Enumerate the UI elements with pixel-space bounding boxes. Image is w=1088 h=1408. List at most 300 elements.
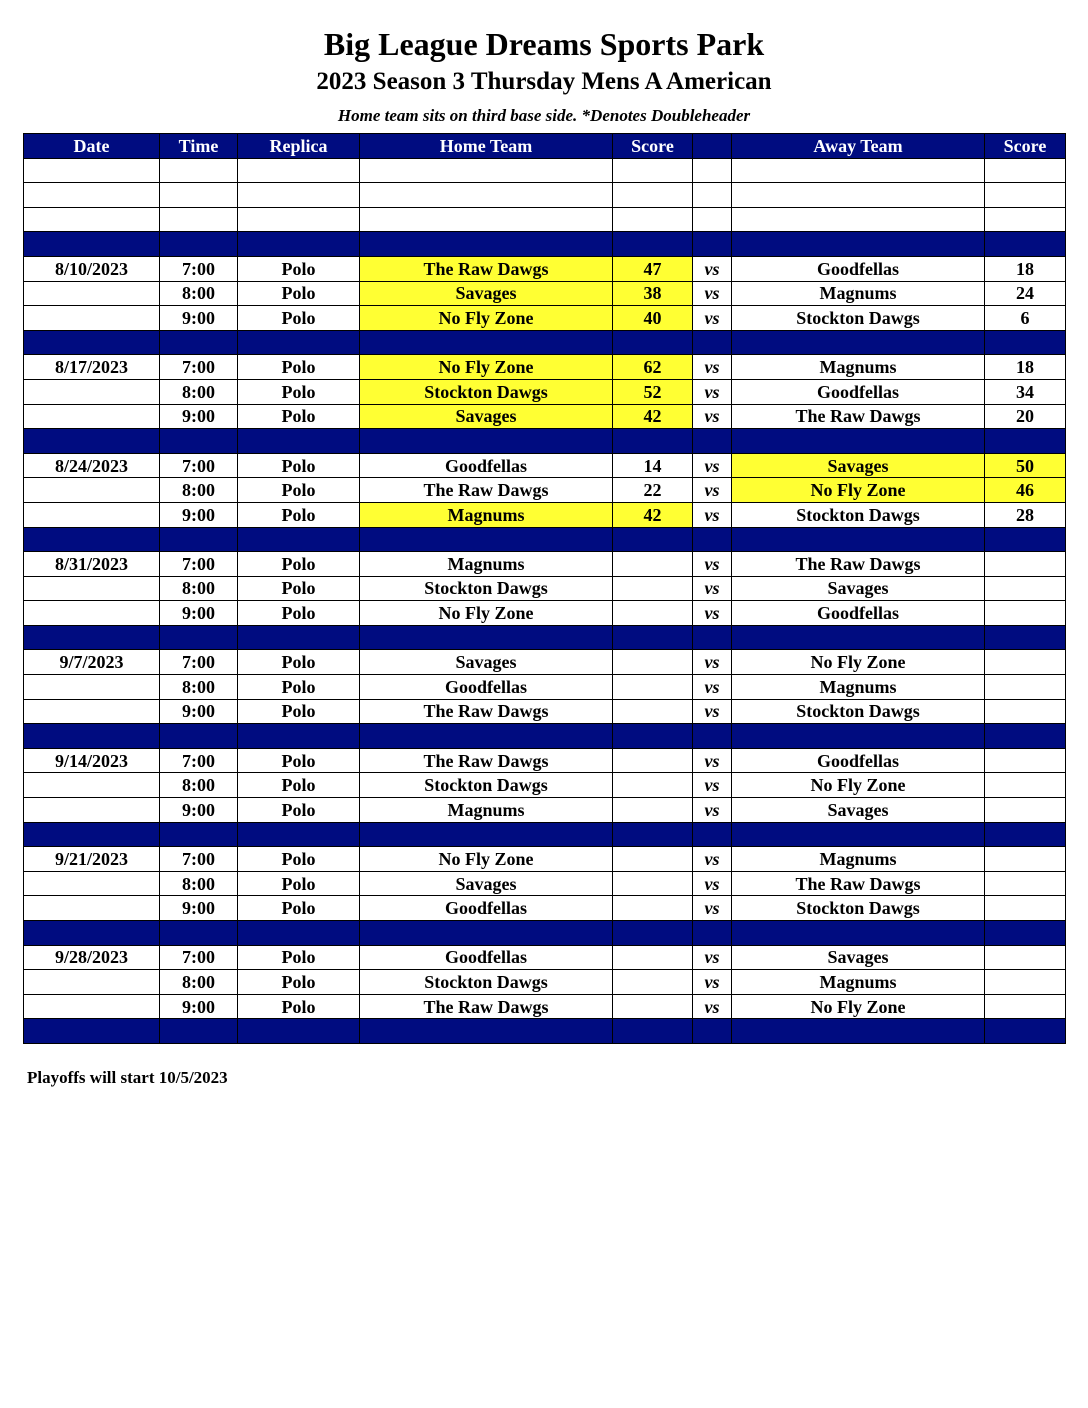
home-score-cell [613, 601, 693, 626]
vs-label: vs [693, 773, 732, 798]
away-team-cell: Stockton Dawgs [732, 306, 985, 331]
home-team-cell: Goodfellas [360, 896, 613, 921]
empty-cell [613, 921, 693, 946]
game-row [24, 650, 1066, 675]
replica-cell: Polo [238, 847, 360, 872]
empty-cell [360, 429, 613, 454]
empty-cell [238, 822, 360, 847]
away-team-cell: Magnums [732, 970, 985, 995]
empty-cell [985, 330, 1066, 355]
empty-cell [24, 921, 160, 946]
away-score-cell [985, 699, 1066, 724]
home-score-cell [613, 650, 693, 675]
empty-cell [160, 1019, 238, 1044]
home-team-cell: Goodfellas [360, 945, 613, 970]
schedule-table [23, 133, 1066, 1044]
vs-label: vs [693, 748, 732, 773]
week-separator-row [24, 822, 1066, 847]
empty-cell [693, 822, 732, 847]
away-score-cell: 24 [985, 281, 1066, 306]
home-score-cell: 40 [613, 306, 693, 331]
away-team-cell: Savages [732, 798, 985, 823]
empty-cell [732, 429, 985, 454]
empty-cell [360, 724, 613, 749]
home-score-cell: 47 [613, 256, 693, 281]
home-team-cell: Magnums [360, 552, 613, 577]
game-row [24, 699, 1066, 724]
replica-cell: Polo [238, 994, 360, 1019]
empty-cell [693, 625, 732, 650]
away-team-cell: Goodfellas [732, 379, 985, 404]
empty-cell [160, 527, 238, 552]
replica-cell: Polo [238, 773, 360, 798]
vs-label: vs [693, 281, 732, 306]
empty-cell [613, 429, 693, 454]
empty-cell [160, 330, 238, 355]
date-cell [24, 675, 160, 700]
away-score-cell [985, 773, 1066, 798]
away-score-cell [985, 675, 1066, 700]
empty-cell [24, 330, 160, 355]
vs-label: vs [693, 355, 732, 380]
replica-cell: Polo [238, 379, 360, 404]
time-cell: 7:00 [160, 256, 238, 281]
away-team-cell: Savages [732, 945, 985, 970]
empty-cell [238, 330, 360, 355]
empty-cell [985, 527, 1066, 552]
empty-cell [693, 158, 732, 183]
home-score-cell [613, 773, 693, 798]
game-row [24, 478, 1066, 503]
vs-label: vs [693, 502, 732, 527]
replica-cell: Polo [238, 970, 360, 995]
away-score-cell [985, 650, 1066, 675]
home-team-cell: No Fly Zone [360, 355, 613, 380]
empty-cell [360, 158, 613, 183]
away-score-cell [985, 994, 1066, 1019]
replica-cell: Polo [238, 896, 360, 921]
away-team-cell: Stockton Dawgs [732, 896, 985, 921]
game-row [24, 945, 1066, 970]
time-cell: 9:00 [160, 502, 238, 527]
empty-cell [160, 724, 238, 749]
empty-cell [613, 158, 693, 183]
time-cell: 8:00 [160, 675, 238, 700]
empty-cell [985, 822, 1066, 847]
time-cell: 9:00 [160, 798, 238, 823]
col-header-home-team: Home Team [360, 134, 613, 159]
empty-cell [613, 822, 693, 847]
time-cell: 8:00 [160, 379, 238, 404]
week-separator-row [24, 232, 1066, 257]
date-cell: 9/21/2023 [24, 847, 160, 872]
away-team-cell: Goodfellas [732, 748, 985, 773]
away-team-cell: No Fly Zone [732, 478, 985, 503]
home-team-cell: Goodfellas [360, 675, 613, 700]
home-score-cell [613, 896, 693, 921]
away-team-cell: Savages [732, 453, 985, 478]
game-row [24, 798, 1066, 823]
home-score-cell [613, 675, 693, 700]
away-score-cell: 34 [985, 379, 1066, 404]
time-cell: 8:00 [160, 478, 238, 503]
time-cell: 9:00 [160, 699, 238, 724]
game-row [24, 552, 1066, 577]
vs-label: vs [693, 256, 732, 281]
game-row [24, 256, 1066, 281]
date-cell [24, 994, 160, 1019]
vs-label: vs [693, 699, 732, 724]
empty-cell [985, 1019, 1066, 1044]
home-score-cell: 38 [613, 281, 693, 306]
empty-cell [732, 822, 985, 847]
vs-label: vs [693, 601, 732, 626]
home-team-cell: The Raw Dawgs [360, 748, 613, 773]
empty-cell [238, 207, 360, 232]
game-row [24, 970, 1066, 995]
empty-cell [732, 183, 985, 208]
page-subtitle: 2023 Season 3 Thursday Mens A American [316, 68, 772, 95]
home-score-cell [613, 798, 693, 823]
empty-cell [693, 724, 732, 749]
away-team-cell: Stockton Dawgs [732, 502, 985, 527]
home-team-cell: Magnums [360, 502, 613, 527]
away-score-cell: 50 [985, 453, 1066, 478]
game-row [24, 502, 1066, 527]
game-row [24, 748, 1066, 773]
empty-cell [693, 429, 732, 454]
replica-cell: Polo [238, 576, 360, 601]
away-score-cell [985, 970, 1066, 995]
empty-cell [238, 625, 360, 650]
vs-label: vs [693, 945, 732, 970]
replica-cell: Polo [238, 478, 360, 503]
home-score-cell [613, 970, 693, 995]
replica-cell: Polo [238, 281, 360, 306]
away-team-cell: Goodfellas [732, 601, 985, 626]
away-score-cell: 6 [985, 306, 1066, 331]
home-team-cell: No Fly Zone [360, 306, 613, 331]
empty-cell [238, 724, 360, 749]
replica-cell: Polo [238, 748, 360, 773]
date-cell [24, 379, 160, 404]
empty-cell [693, 232, 732, 257]
away-score-cell: 28 [985, 502, 1066, 527]
empty-cell [732, 207, 985, 232]
home-team-cell: The Raw Dawgs [360, 994, 613, 1019]
vs-label: vs [693, 798, 732, 823]
date-cell: 9/14/2023 [24, 748, 160, 773]
game-row [24, 281, 1066, 306]
away-team-cell: The Raw Dawgs [732, 871, 985, 896]
empty-cell [24, 527, 160, 552]
replica-cell: Polo [238, 355, 360, 380]
empty-cell [24, 207, 160, 232]
date-cell: 8/17/2023 [24, 355, 160, 380]
week-separator-row [24, 527, 1066, 552]
home-score-cell [613, 552, 693, 577]
away-team-cell: The Raw Dawgs [732, 404, 985, 429]
game-row [24, 404, 1066, 429]
game-row [24, 601, 1066, 626]
col-header-away-team: Away Team [732, 134, 985, 159]
blank-row [24, 183, 1066, 208]
date-cell [24, 798, 160, 823]
vs-label: vs [693, 379, 732, 404]
empty-cell [613, 1019, 693, 1044]
empty-cell [693, 183, 732, 208]
empty-cell [732, 158, 985, 183]
empty-cell [693, 921, 732, 946]
vs-label: vs [693, 478, 732, 503]
empty-cell [24, 158, 160, 183]
empty-cell [238, 1019, 360, 1044]
empty-cell [693, 207, 732, 232]
replica-cell: Polo [238, 502, 360, 527]
game-row [24, 847, 1066, 872]
time-cell: 8:00 [160, 871, 238, 896]
date-cell [24, 281, 160, 306]
time-cell: 9:00 [160, 896, 238, 921]
empty-cell [360, 207, 613, 232]
week-separator-row [24, 429, 1066, 454]
empty-cell [160, 232, 238, 257]
away-score-cell [985, 871, 1066, 896]
away-team-cell: Magnums [732, 355, 985, 380]
replica-cell: Polo [238, 699, 360, 724]
time-cell: 8:00 [160, 773, 238, 798]
home-score-cell: 14 [613, 453, 693, 478]
empty-cell [985, 625, 1066, 650]
vs-label: vs [693, 552, 732, 577]
empty-cell [160, 207, 238, 232]
date-cell [24, 970, 160, 995]
empty-cell [360, 183, 613, 208]
empty-cell [238, 527, 360, 552]
time-cell: 8:00 [160, 970, 238, 995]
time-cell: 7:00 [160, 355, 238, 380]
replica-cell: Polo [238, 306, 360, 331]
replica-cell: Polo [238, 871, 360, 896]
header-row [24, 134, 1066, 159]
home-score-cell [613, 871, 693, 896]
empty-cell [360, 232, 613, 257]
date-cell [24, 404, 160, 429]
empty-cell [693, 1019, 732, 1044]
home-team-cell: Stockton Dawgs [360, 379, 613, 404]
col-header-vs [693, 134, 732, 159]
away-score-cell [985, 798, 1066, 823]
home-score-cell [613, 576, 693, 601]
game-row [24, 896, 1066, 921]
home-team-cell: No Fly Zone [360, 601, 613, 626]
away-team-cell: Magnums [732, 675, 985, 700]
empty-cell [24, 822, 160, 847]
time-cell: 8:00 [160, 576, 238, 601]
empty-cell [24, 724, 160, 749]
away-score-cell [985, 552, 1066, 577]
empty-cell [613, 232, 693, 257]
empty-cell [24, 1019, 160, 1044]
home-team-cell: Stockton Dawgs [360, 773, 613, 798]
vs-label: vs [693, 896, 732, 921]
empty-cell [732, 232, 985, 257]
empty-cell [985, 232, 1066, 257]
home-team-cell: Magnums [360, 798, 613, 823]
empty-cell [160, 822, 238, 847]
time-cell: 7:00 [160, 847, 238, 872]
time-cell: 9:00 [160, 306, 238, 331]
empty-cell [360, 527, 613, 552]
home-team-cell: Savages [360, 404, 613, 429]
empty-cell [985, 183, 1066, 208]
date-cell: 9/28/2023 [24, 945, 160, 970]
home-score-cell: 22 [613, 478, 693, 503]
time-cell: 7:00 [160, 945, 238, 970]
empty-cell [732, 625, 985, 650]
empty-cell [693, 330, 732, 355]
replica-cell: Polo [238, 945, 360, 970]
replica-cell: Polo [238, 650, 360, 675]
col-header-date: Date [24, 134, 160, 159]
away-team-cell: Magnums [732, 847, 985, 872]
home-team-cell: The Raw Dawgs [360, 256, 613, 281]
away-team-cell: Magnums [732, 281, 985, 306]
empty-cell [985, 207, 1066, 232]
time-cell: 7:00 [160, 552, 238, 577]
empty-cell [360, 822, 613, 847]
away-score-cell [985, 601, 1066, 626]
empty-cell [732, 1019, 985, 1044]
replica-cell: Polo [238, 675, 360, 700]
away-team-cell: Savages [732, 576, 985, 601]
empty-cell [360, 330, 613, 355]
empty-cell [24, 232, 160, 257]
home-team-cell: The Raw Dawgs [360, 478, 613, 503]
time-cell: 9:00 [160, 994, 238, 1019]
game-row [24, 994, 1066, 1019]
week-separator-row [24, 921, 1066, 946]
vs-label: vs [693, 453, 732, 478]
week-separator-row [24, 625, 1066, 650]
vs-label: vs [693, 576, 732, 601]
vs-label: vs [693, 650, 732, 675]
schedule-body [24, 158, 1066, 1043]
date-cell: 8/24/2023 [24, 453, 160, 478]
time-cell: 7:00 [160, 748, 238, 773]
game-row [24, 675, 1066, 700]
week-separator-row [24, 724, 1066, 749]
date-cell: 8/31/2023 [24, 552, 160, 577]
date-cell [24, 896, 160, 921]
week-separator-row [24, 330, 1066, 355]
date-cell: 8/10/2023 [24, 256, 160, 281]
empty-cell [160, 625, 238, 650]
vs-label: vs [693, 306, 732, 331]
col-header-replica: Replica [238, 134, 360, 159]
date-cell [24, 306, 160, 331]
empty-cell [160, 158, 238, 183]
empty-cell [613, 183, 693, 208]
home-score-cell [613, 699, 693, 724]
away-team-cell: No Fly Zone [732, 650, 985, 675]
page-title: Big League Dreams Sports Park [323, 26, 765, 62]
home-team-cell: Savages [360, 281, 613, 306]
home-team-cell: Goodfellas [360, 453, 613, 478]
empty-cell [360, 921, 613, 946]
empty-cell [238, 232, 360, 257]
replica-cell: Polo [238, 552, 360, 577]
date-cell [24, 576, 160, 601]
empty-cell [985, 158, 1066, 183]
replica-cell: Polo [238, 404, 360, 429]
vs-label: vs [693, 404, 732, 429]
empty-cell [238, 921, 360, 946]
time-cell: 7:00 [160, 650, 238, 675]
away-score-cell: 18 [985, 355, 1066, 380]
away-score-cell: 18 [985, 256, 1066, 281]
empty-cell [732, 921, 985, 946]
home-team-cell: Savages [360, 650, 613, 675]
vs-label: vs [693, 871, 732, 896]
home-team-cell: Stockton Dawgs [360, 970, 613, 995]
empty-cell [160, 921, 238, 946]
empty-cell [732, 724, 985, 749]
date-cell [24, 699, 160, 724]
empty-cell [732, 330, 985, 355]
home-score-cell [613, 945, 693, 970]
away-team-cell: No Fly Zone [732, 773, 985, 798]
away-score-cell: 46 [985, 478, 1066, 503]
empty-cell [160, 429, 238, 454]
home-team-cell: The Raw Dawgs [360, 699, 613, 724]
empty-cell [238, 429, 360, 454]
home-team-cell: No Fly Zone [360, 847, 613, 872]
away-team-cell: Stockton Dawgs [732, 699, 985, 724]
game-row [24, 379, 1066, 404]
col-header-home-score: Score [613, 134, 693, 159]
col-header-time: Time [160, 134, 238, 159]
date-cell [24, 502, 160, 527]
blank-row [24, 207, 1066, 232]
date-cell [24, 871, 160, 896]
empty-cell [732, 527, 985, 552]
blank-row [24, 158, 1066, 183]
empty-cell [985, 429, 1066, 454]
week-separator-row [24, 1019, 1066, 1044]
vs-label: vs [693, 994, 732, 1019]
empty-cell [238, 183, 360, 208]
game-row [24, 773, 1066, 798]
game-row [24, 355, 1066, 380]
away-team-cell: No Fly Zone [732, 994, 985, 1019]
vs-label: vs [693, 970, 732, 995]
game-row [24, 306, 1066, 331]
away-score-cell [985, 847, 1066, 872]
empty-cell [613, 330, 693, 355]
empty-cell [360, 1019, 613, 1044]
empty-cell [24, 429, 160, 454]
time-cell: 8:00 [160, 281, 238, 306]
home-score-cell: 42 [613, 502, 693, 527]
home-score-cell: 62 [613, 355, 693, 380]
schedule-note: Home team sits on third base side. *Denotes Doubleheader [337, 106, 751, 125]
replica-cell: Polo [238, 601, 360, 626]
replica-cell: Polo [238, 453, 360, 478]
empty-cell [613, 527, 693, 552]
empty-cell [360, 625, 613, 650]
vs-label: vs [693, 675, 732, 700]
